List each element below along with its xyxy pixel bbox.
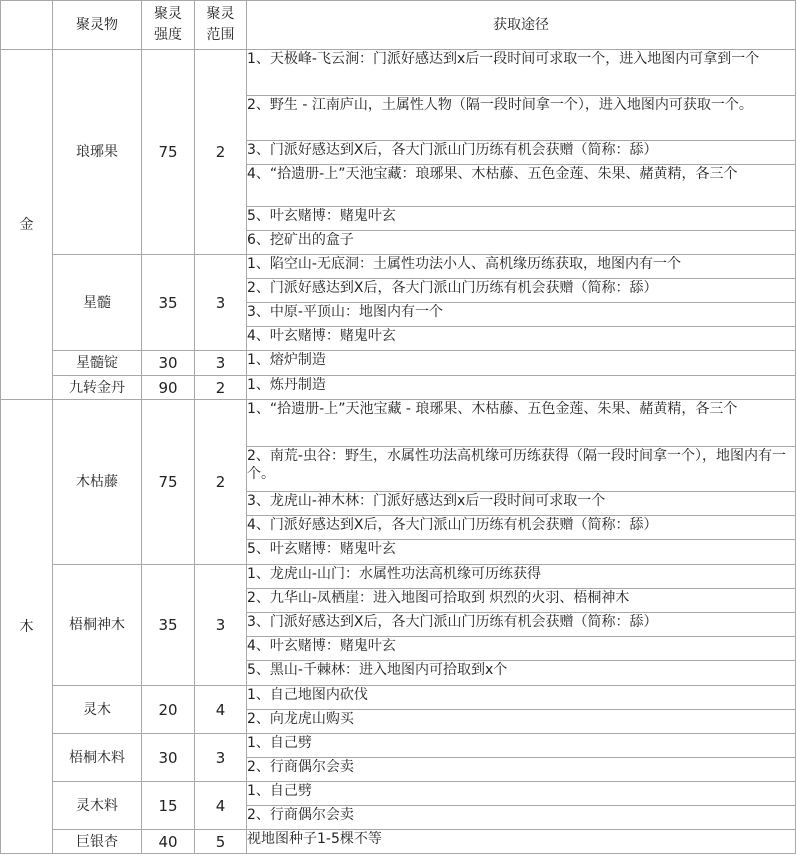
range-cell: 2 xyxy=(195,400,247,565)
range-cell: 3 xyxy=(195,351,247,376)
acquisition-path-cell: 2、南荒-虫谷：野生，水属性功法高机缘可历练获得（隔一段时间拿一个），地图内有一个。 xyxy=(247,447,796,492)
strength-cell: 30 xyxy=(142,351,195,376)
table-row xyxy=(1,565,796,589)
range-cell: 4 xyxy=(195,782,247,830)
table-body xyxy=(1,1,796,854)
table-row xyxy=(1,830,796,854)
acquisition-path-cell: 4、叶玄赌博：赌鬼叶玄 xyxy=(247,637,796,661)
strength-cell: 75 xyxy=(142,50,195,255)
acquisition-path-cell: 4、“拾遗册-上”天池宝藏：琅琊果、木枯藤、五色金莲、朱果、赭黄精，各三个 xyxy=(247,165,796,207)
range-cell: 3 xyxy=(195,565,247,686)
acquisition-path-cell: 1、自己地图内砍伐 xyxy=(247,686,796,710)
material-name-cell: 灵木 xyxy=(53,686,142,734)
header-material: 聚灵物 xyxy=(53,1,142,50)
header-strength-line1: 聚灵 xyxy=(154,6,182,22)
range-cell: 2 xyxy=(195,376,247,400)
header-blank xyxy=(1,1,53,50)
acquisition-path-cell: 3、龙虎山-神木林：门派好感达到x后一段时间可求取一个 xyxy=(247,492,796,516)
acquisition-path-cell: 视地图种子1-5棵不等 xyxy=(247,830,796,854)
acquisition-path-cell: 3、门派好感达到X后，各大门派山门历练有机会获赠（简称：舔） xyxy=(247,141,796,165)
acquisition-path-cell: 1、熔炉制造 xyxy=(247,351,796,376)
table-row xyxy=(1,255,796,279)
range-cell: 2 xyxy=(195,50,247,255)
acquisition-path-cell: 3、门派好感达到X后，各大门派山门历练有机会获赠（简称：舔） xyxy=(247,613,796,637)
acquisition-path-cell: 5、叶玄赌博：赌鬼叶玄 xyxy=(247,540,796,565)
table-row xyxy=(1,734,796,758)
acquisition-path-cell: 2、门派好感达到X后，各大门派山门历练有机会获赠（简称：舔） xyxy=(247,279,796,303)
acquisition-path-cell: 1、龙虎山-山门：水属性功法高机缘可历练获得 xyxy=(247,565,796,589)
header-row xyxy=(1,1,796,50)
acquisition-path-cell: 1、“拾遗册-上”天池宝藏 - 琅琊果、木枯藤、五色金莲、朱果、赭黄精，各三个 xyxy=(247,400,796,447)
strength-cell: 90 xyxy=(142,376,195,400)
table-row xyxy=(1,782,796,806)
acquisition-path-cell: 6、挖矿出的盒子 xyxy=(247,231,796,255)
range-cell: 4 xyxy=(195,686,247,734)
table-row xyxy=(1,50,796,96)
strength-cell: 35 xyxy=(142,255,195,351)
material-name-cell: 梧桐神木 xyxy=(53,565,142,686)
range-cell: 3 xyxy=(195,734,247,782)
material-name-cell: 木枯藤 xyxy=(53,400,142,565)
acquisition-path-cell: 2、九华山-凤栖崖：进入地图可拾取到 炽烈的火羽、梧桐神木 xyxy=(247,589,796,613)
header-range xyxy=(195,1,247,50)
acquisition-path-cell: 2、野生 - 江南庐山，土属性人物（隔一段时间拿一个），进入地图内可获取一个。 xyxy=(247,96,796,141)
header-strength-line2: 强度 xyxy=(154,27,182,43)
header-strength xyxy=(142,1,195,50)
header-range-line1: 聚灵 xyxy=(206,6,235,22)
material-name-cell: 星髓锭 xyxy=(53,351,142,376)
material-name-cell: 巨银杏 xyxy=(53,830,142,854)
table-row xyxy=(1,376,796,400)
material-name-cell: 星髓 xyxy=(53,255,142,351)
material-name-cell: 九转金丹 xyxy=(53,376,142,400)
acquisition-path-cell: 5、黑山-千棘林：进入地图内可拾取到x个 xyxy=(247,661,796,686)
acquisition-path-cell: 2、行商偶尔会卖 xyxy=(247,806,796,830)
category-cell: 金 xyxy=(1,50,53,400)
acquisition-path-cell: 2、行商偶尔会卖 xyxy=(247,758,796,782)
acquisition-path-cell: 1、自己劈 xyxy=(247,734,796,758)
acquisition-path-cell: 1、自己劈 xyxy=(247,782,796,806)
table-row xyxy=(1,686,796,710)
strength-cell: 30 xyxy=(142,734,195,782)
range-cell: 3 xyxy=(195,255,247,351)
acquisition-path-cell: 3、中原-平顶山：地图内有一个 xyxy=(247,303,796,327)
acquisition-path-cell: 1、陷空山-无底洞：土属性功法小人、高机缘历练获取，地图内有一个 xyxy=(247,255,796,279)
category-cell: 木 xyxy=(1,400,53,854)
table-row xyxy=(1,351,796,376)
acquisition-path-cell: 1、炼丹制造 xyxy=(247,376,796,400)
acquisition-path-cell: 1、天极峰-飞云涧：门派好感达到x后一段时间可求取一个，进入地图内可拿到一个 xyxy=(247,50,796,96)
range-cell: 5 xyxy=(195,830,247,854)
strength-cell: 75 xyxy=(142,400,195,565)
strength-cell: 20 xyxy=(142,686,195,734)
header-path: 获取途径 xyxy=(247,1,796,50)
acquisition-path-cell: 4、门派好感达到X后，各大门派山门历练有机会获赠（简称：舔） xyxy=(247,516,796,540)
material-name-cell: 梧桐木料 xyxy=(53,734,142,782)
strength-cell: 35 xyxy=(142,565,195,686)
acquisition-path-cell: 4、叶玄赌博：赌鬼叶玄 xyxy=(247,327,796,351)
table-row xyxy=(1,400,796,447)
acquisition-path-cell: 5、叶玄赌博：赌鬼叶玄 xyxy=(247,207,796,231)
material-name-cell: 灵木料 xyxy=(53,782,142,830)
acquisition-path-cell: 2、向龙虎山购买 xyxy=(247,710,796,734)
material-name-cell: 琅琊果 xyxy=(53,50,142,255)
strength-cell: 15 xyxy=(142,782,195,830)
header-range-line2: 范围 xyxy=(206,27,235,43)
strength-cell: 40 xyxy=(142,830,195,854)
